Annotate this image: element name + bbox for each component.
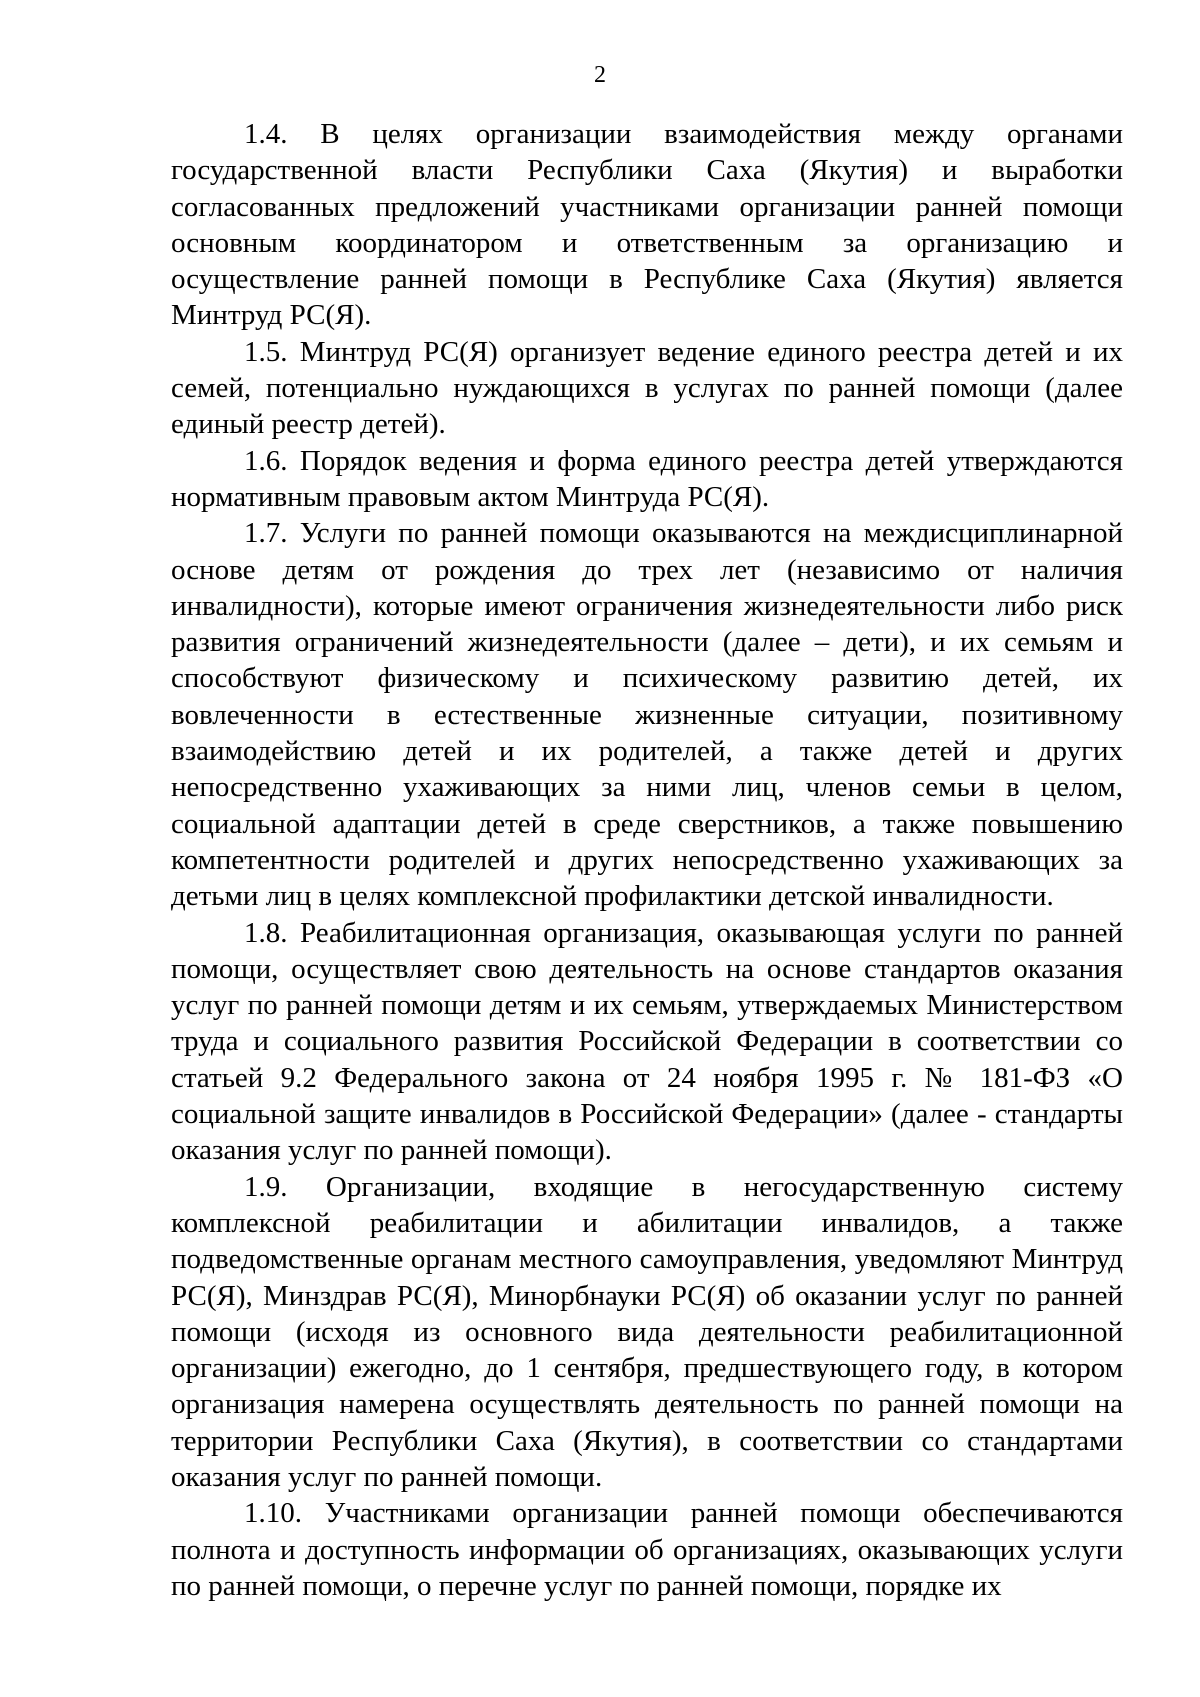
paragraph-1-5: 1.5. Минтруд РС(Я) организует ведение единого реестра детей и их семей, потенциально нуждающихся в услугах по ранней помощи (далее единый реестр детей). bbox=[171, 335, 1123, 441]
paragraph-1-8: 1.8. Реабилитационная организация, оказывающая услуги по ранней помощи, осуществляет свою деятельность на основе стандартов оказания услуг по ранней помощи детям и их семьям, утверждаемых Министерством труда и социального развития Российской Федерации в соответствии со статьей 9.2 Федерального закона от 24 ноября 1995 г. № 181-ФЗ «О социальной защите инвалидов в Российской Федерации» (далее - стандарты оказания услуг по ранней помощи). bbox=[171, 916, 1123, 1167]
paragraph-1-4: 1.4. В целях организации взаимодействия между органами государственной власти Республики Саха (Якутия) и выработки согласованных предложений участниками организации ранней помощи основным координатором и ответственным за организацию и осуществление ранней помощи в Республике Саха (Якутия) является Минтруд РС(Я). bbox=[171, 118, 1123, 332]
paragraph-1-6: 1.6. Порядок ведения и форма единого реестра детей утверждаются нормативным правовым актом Минтруда РС(Я). bbox=[171, 444, 1123, 513]
paragraph-1-9: 1.9. Организации, входящие в негосударственную систему комплексной реабилитации и абилитации инвалидов, а также подведомственные органам местного самоуправления, уведомляют Минтруд РС(Я), Минздрав РС(Я), Минорбнауки РС(Я) об оказании услуг по ранней помощи (исходя из основного вида деятельности реабилитационной организации) ежегодно, до 1 сентября, предшествующего году, в котором организация намерена осуществлять деятельность по ранней помощи на территории Республики Саха (Якутия), в соответствии со стандартами оказания услуг по ранней помощи. bbox=[171, 1170, 1123, 1493]
paragraph-1-10: 1.10. Участниками организации ранней помощи обеспечиваются полнота и доступность информации об организациях, оказывающих услуги по ранней помощи, о перечне услуг по ранней помощи, порядке их bbox=[171, 1497, 1123, 1602]
paragraph-1-7: 1.7. Услуги по ранней помощи оказываются на междисциплинарной основе детям от рождения до трех лет (независимо от наличия инвалидности), которые имеют ограничения жизнедеятельности либо риск развития ограничений жизнедеятельности (далее – дети), и их семьям и способствуют физическому и психическому развитию детей, их вовлеченности в естественные жизненные ситуации, позитивному взаимодействию детей и их родителей, а также детей и других непосредственно ухаживающих за ними лиц, членов семьи в целом, социальной адаптации детей в среде сверстников, а также повышению компетентности родителей и других непосредственно ухаживающих за детьми лиц в целях комплексной профилактики детской инвалидности. bbox=[171, 517, 1123, 913]
page-number: 2 bbox=[594, 62, 606, 88]
document-body bbox=[171, 116, 1123, 1604]
